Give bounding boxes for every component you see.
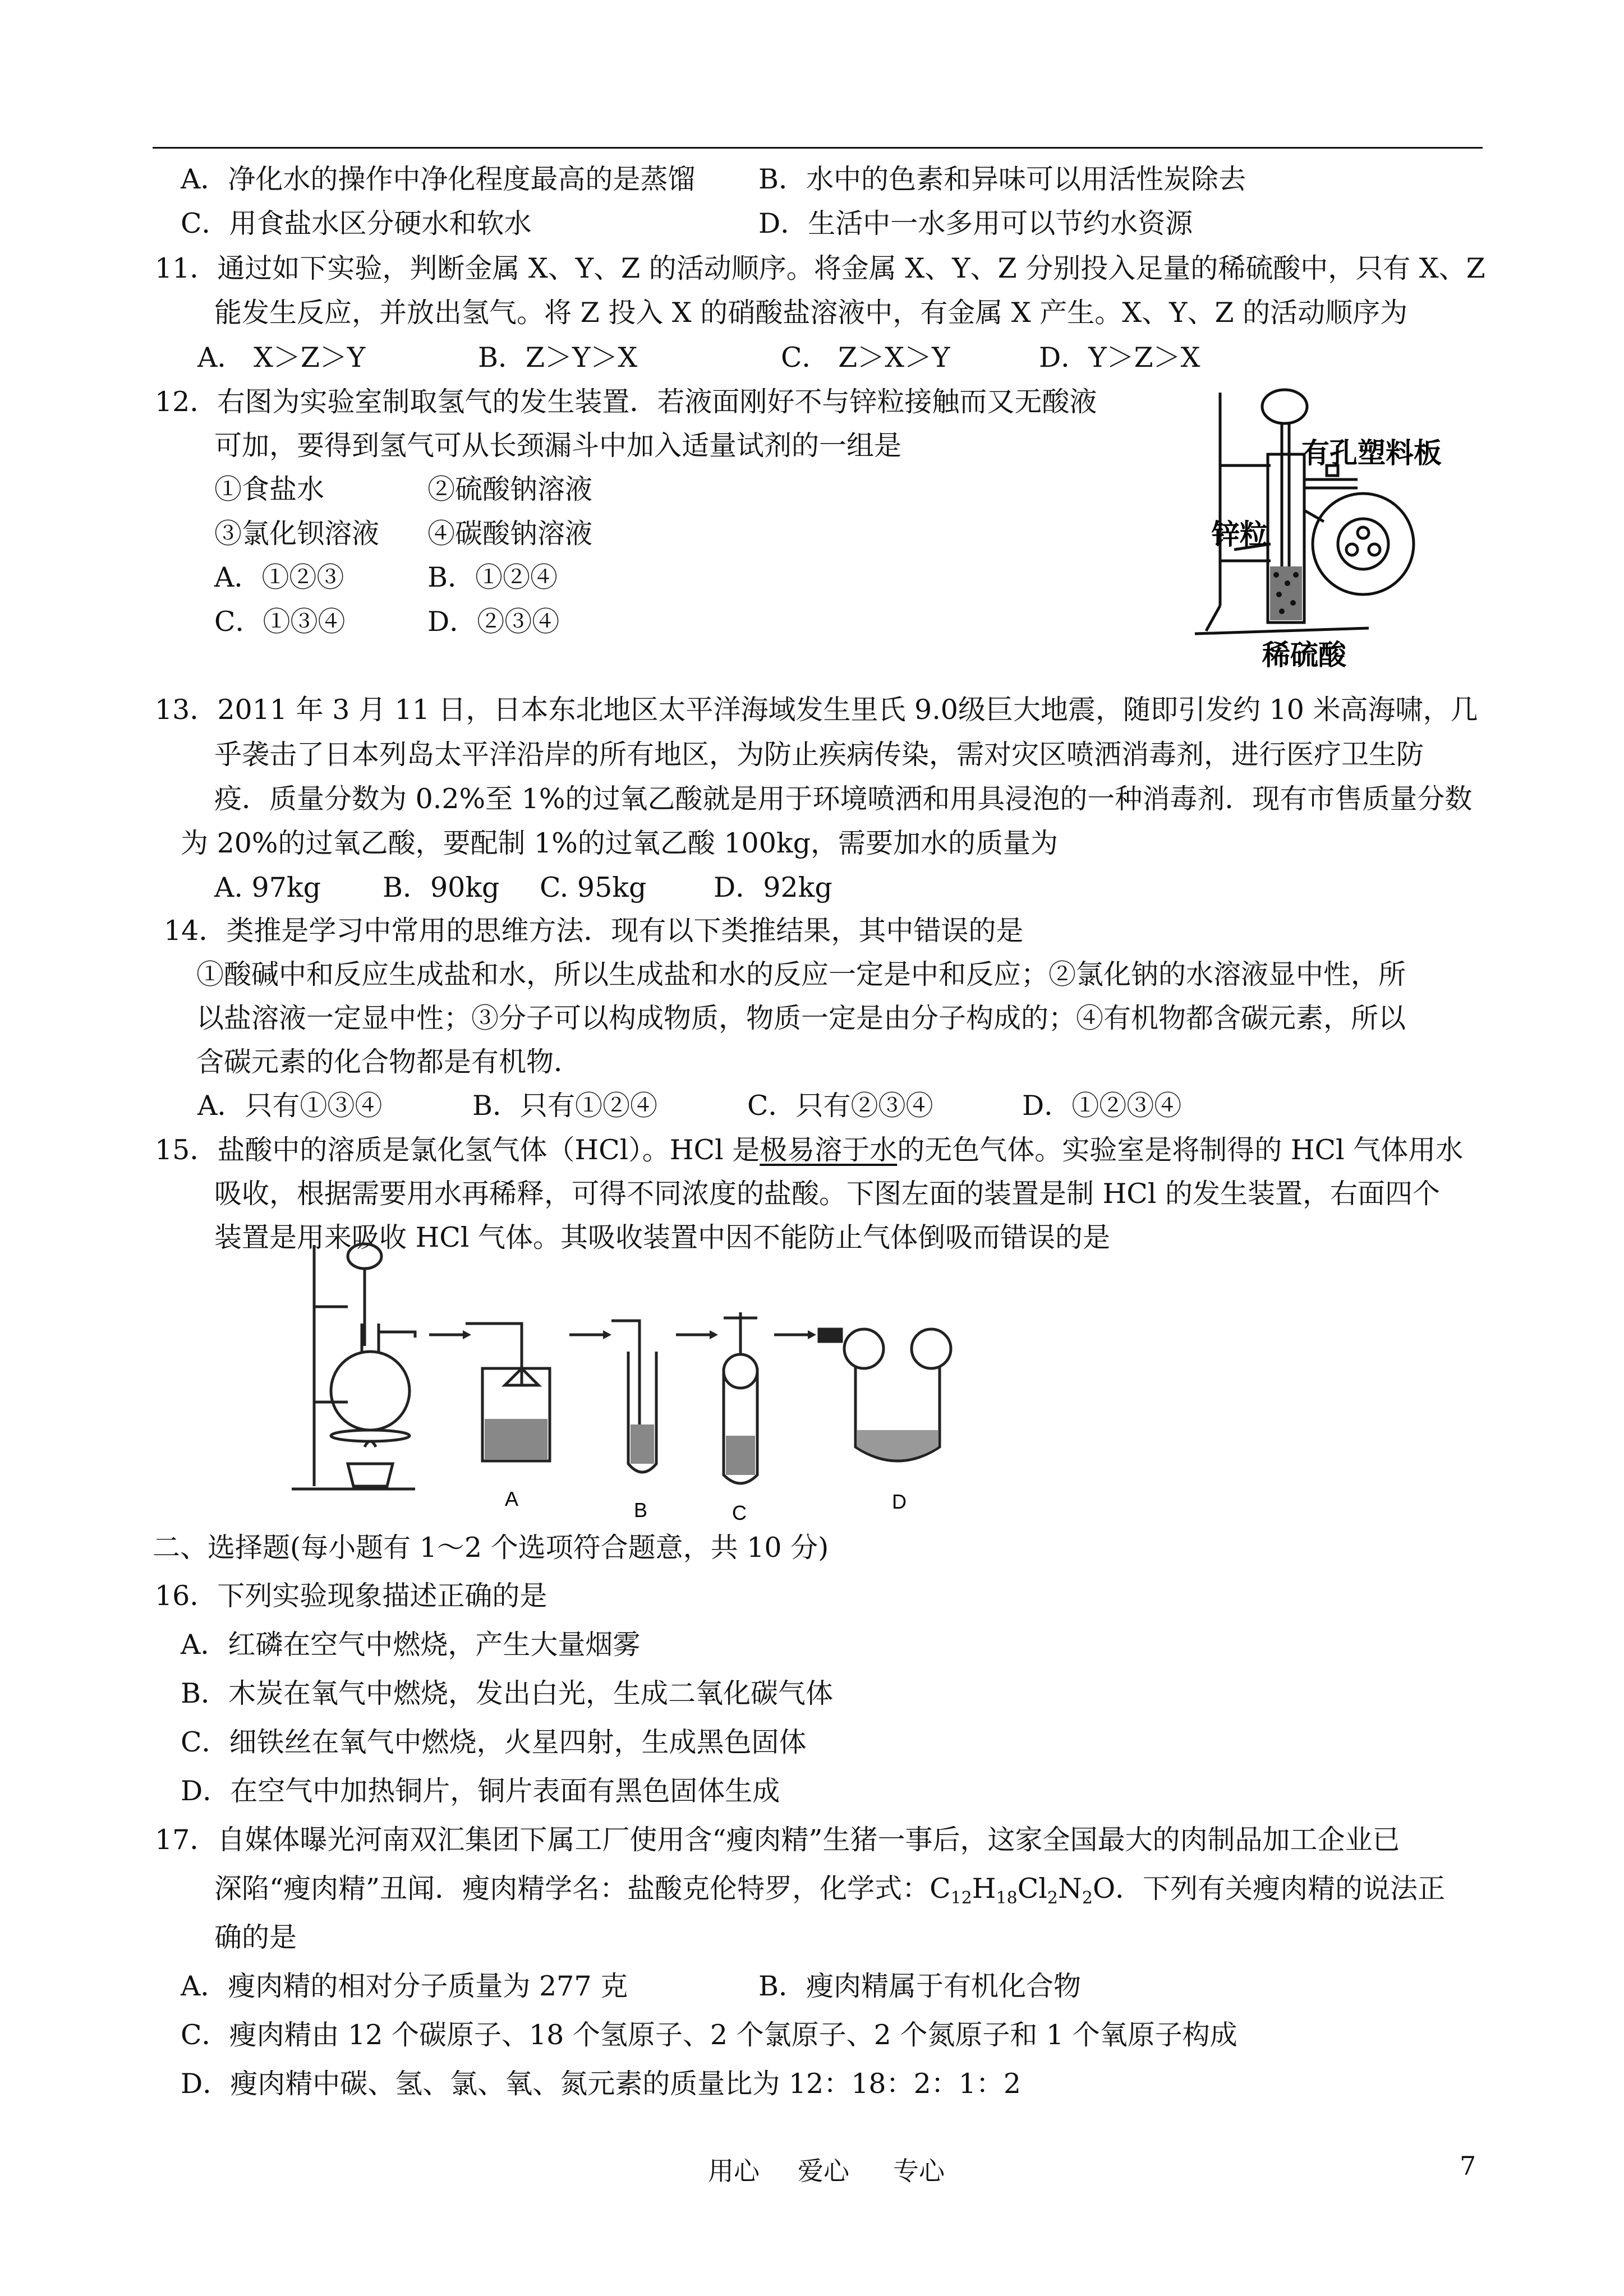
formula-h: H — [972, 1873, 996, 1905]
q11-option-c: C． Z＞X＞Y — [781, 342, 950, 374]
q15-stem-line3: 装置是用来吸收 HCl 气体。其吸收装置中因不能防止气体倒吸而错误的是 — [214, 1221, 1111, 1253]
label-dilute-acid: 稀硫酸 — [1262, 639, 1346, 671]
q15-stem-line2: 吸收，根据需要用水再稀释，可得不同浓度的盐酸。下图左面的装置是制 HCl 的发生装置，右面四个 — [214, 1178, 1441, 1210]
q14-option-b: B．只有①②④ — [472, 1090, 658, 1122]
q17-option-c: C．瘦肉精由 12 个碳原子、18 个氢原子、2 个氯原子、2 个氮原子和 1 个氧原子构成 — [181, 2019, 1237, 2051]
q15-stem-line1 — [155, 1133, 1463, 1167]
formula-c: C — [930, 1873, 951, 1905]
q16-option-d: D．在空气中加热铜片，铜片表面有黑色固体生成 — [181, 1775, 780, 1807]
label-plastic-plate: 有孔塑料板 — [1301, 437, 1442, 469]
q17-option-b: B．瘦肉精属于有机化合物 — [758, 1970, 1082, 2002]
footer-text-1: 用心 — [708, 2156, 760, 2186]
q17-option-d: D．瘦肉精中碳、氢、氯、氧、氮元素的质量比为 12：18：2：1：2 — [181, 2068, 1022, 2100]
q13-option-b: B．90kg — [383, 872, 500, 903]
q10-option-c: C．用食盐水区分硬水和软水 — [181, 208, 532, 239]
formula-n-count: 2 — [1082, 1888, 1093, 1908]
q17-stem-line1: 17．自媒体曝光河南双汇集团下属工厂使用含“瘦肉精”生猪一事后，这家全国最大的肉制品加工企业已 — [155, 1824, 1400, 1856]
q11-option-d: D．Y＞Z＞X — [1039, 342, 1200, 374]
q11-stem-line2: 能发生反应，并放出氢气。将 Z 投入 X 的硝酸盐溶液中，有金属 X 产生。X、Y、Z 的活动顺序为 — [214, 297, 1408, 329]
section-heading: 二、选择题(每小题有 1～2 个选项符合题意，共 10 分) — [153, 1532, 829, 1564]
q14-stem-line3: 以盐溶液一定显中性；③分子可以构成物质，物质一定是由分子构成的；④有机物都含碳元素，所以 — [196, 1002, 1406, 1034]
q17-text-pre: 深陷“瘦肉精”丑闻．瘦肉精学名：盐酸克伦特罗，化学式： — [214, 1873, 930, 1905]
q13-stem-line2: 乎袭击了日本列岛太平洋沿岸的所有地区，为防止疾病传染，需对灾区喷洒消毒剂，进行医疗卫生防 — [214, 739, 1424, 771]
label-fig-d: D — [892, 1490, 907, 1513]
q14-stem-line2: ①酸碱中和反应生成盐和水，所以生成盐和水的反应一定是中和反应；②氯化钠的水溶液显中性，所 — [196, 958, 1406, 990]
q13-option-d: D．92kg — [714, 872, 832, 903]
q10-option-b: B．水中的色素和异味可以用活性炭除去 — [758, 163, 1246, 195]
page-number: 7 — [1460, 2151, 1476, 2181]
q12-option-c: C．①③④ — [214, 606, 346, 638]
hydrogen-generator-figure — [1172, 381, 1487, 673]
q12-stem-line1: 12．右图为实验室制取氢气的发生装置．若液面刚好不与锌粒接触而又无酸液 — [155, 386, 1097, 418]
q15-text-pre: 15．盐酸中的溶质是氯化氢气体（HCl）。HCl 是 — [155, 1134, 760, 1166]
q14-option-a: A．只有①③④ — [197, 1090, 383, 1122]
q12-choice-1: ①食盐水 — [214, 473, 325, 505]
q10-option-a: A．净化水的操作中净化程度最高的是蒸馏 — [181, 163, 696, 195]
q12-choice-3: ③氯化钡溶液 — [214, 518, 380, 550]
q15-underlined-phrase: 极易溶于水 — [760, 1134, 898, 1166]
formula-h-count: 18 — [996, 1888, 1018, 1908]
q16-option-a: A．红磷在空气中燃烧，产生大量烟雾 — [181, 1629, 641, 1661]
footer-text-3: 专心 — [893, 2156, 945, 2186]
q12-choice-4: ④碳酸钠溶液 — [427, 518, 593, 550]
label-fig-c: C — [732, 1501, 747, 1524]
q14-option-d: D．①②③④ — [1022, 1090, 1182, 1122]
q13-option-c: C. 95kg — [540, 872, 647, 903]
q14-stem-line4: 含碳元素的化合物都是有机物． — [196, 1046, 582, 1078]
formula-n: N — [1057, 1873, 1082, 1905]
label-fig-b: B — [634, 1499, 648, 1522]
q12-option-a: A．①②③ — [214, 561, 344, 593]
q12-option-b: B．①②④ — [427, 561, 558, 593]
q14-stem-line1: 14．类推是学习中常用的思维方法．现有以下类推结果，其中错误的是 — [164, 915, 1024, 947]
q14-option-c: C．只有②③④ — [747, 1090, 933, 1122]
label-fig-a: A — [505, 1487, 519, 1510]
q16-option-c: C．细铁丝在氧气中燃烧，火星四射，生成黑色固体 — [181, 1726, 807, 1758]
q17-stem-line2 — [214, 1872, 1445, 1906]
footer-text-2: 爱心 — [798, 2156, 849, 2186]
q10-option-d: D．生活中一水多用可以节约水资源 — [758, 208, 1193, 239]
hcl-apparatus-figure — [280, 1223, 1010, 1525]
q13-stem-line4: 为 20%的过氧乙酸，要配制 1%的过氧乙酸 100kg，需要加水的质量为 — [181, 827, 1058, 859]
q15-text-post: 的无色气体。实验室是将制得的 HCl 气体用水 — [897, 1134, 1464, 1166]
q12-stem-line2: 可加，要得到氢气可从长颈漏斗中加入适量试剂的一组是 — [214, 430, 902, 462]
q17-text-post: 下列有关瘦肉精的说法正 — [1143, 1873, 1446, 1905]
label-zinc: 锌粒 — [1212, 518, 1268, 551]
q12-choice-2: ②硫酸钠溶液 — [427, 473, 593, 505]
q17-stem-line3: 确的是 — [214, 1921, 297, 1953]
header-rule — [153, 147, 1483, 149]
formula-o: O． — [1092, 1873, 1143, 1905]
formula — [930, 1873, 1143, 1908]
q13-option-a: A. 97kg — [214, 872, 321, 903]
q11-option-a: A． X＞Z＞Y — [197, 342, 366, 374]
q11-option-b: B．Z＞Y＞X — [478, 342, 638, 374]
q17-option-a: A．瘦肉精的相对分子质量为 277 克 — [181, 1970, 628, 2002]
formula-cl-count: 2 — [1047, 1888, 1058, 1908]
q12-option-d: D．②③④ — [427, 606, 560, 638]
q13-stem-line3: 疫．质量分数为 0.2%至 1%的过氧乙酸就是用于环境喷洒和用具浸泡的一种消毒剂．现有市售质量分数 — [214, 783, 1473, 815]
formula-c-count: 12 — [950, 1888, 972, 1908]
q16-stem: 16．下列实验现象描述正确的是 — [155, 1580, 548, 1612]
q16-option-b: B．木炭在氧气中燃烧，发出白光，生成二氧化碳气体 — [181, 1677, 834, 1709]
q11-stem-line1: 11．通过如下实验，判断金属 X、Y、Z 的活动顺序。将金属 X、Y、Z 分别投入足量的稀硫酸中，只有 X、Z — [155, 252, 1485, 284]
formula-cl: Cl — [1017, 1873, 1047, 1905]
q13-stem-line1: 13．2011 年 3 月 11 日，日本东北地区太平洋海域发生里氏 9.0级巨大地震，随即引发约 10 米高海啸，几 — [155, 694, 1478, 726]
